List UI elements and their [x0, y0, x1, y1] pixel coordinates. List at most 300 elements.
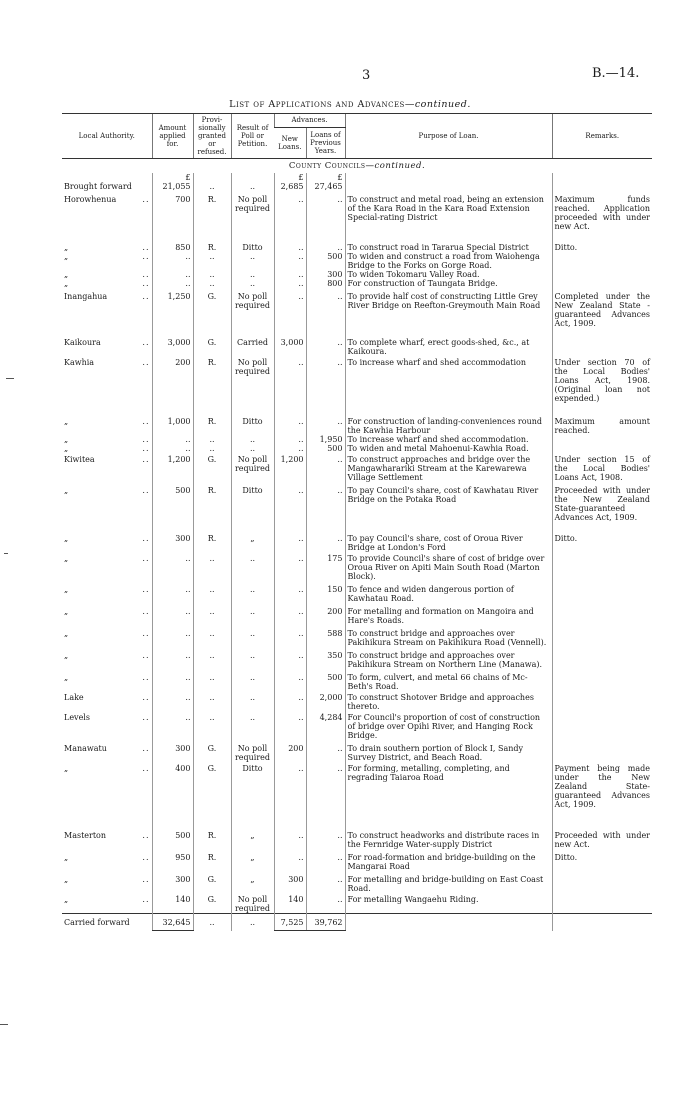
- cell-authority: [62, 482, 152, 522]
- cell-remarks: Ditto.: [552, 231, 652, 252]
- cell-remarks: [552, 252, 652, 270]
- cell-remarks: [552, 625, 652, 647]
- cell-provisionally-granted: ..: [193, 603, 231, 625]
- margin-mark: [0, 1024, 8, 1025]
- cell-new-loans: ..: [274, 691, 306, 711]
- cell-provisionally-granted: G.: [193, 740, 231, 762]
- authority-name: Kiwitea: [64, 455, 95, 464]
- cell-amount-applied: ..: [152, 669, 193, 691]
- cell-purpose: To provide Council's share of cost of bridge over Oroua River on Apiti Main South Road (Marton Block).: [345, 552, 552, 581]
- total-label: Carried forward: [62, 914, 152, 931]
- cell-previous-loans: 500: [306, 252, 345, 270]
- cell-purpose: To construct headworks and distribute races in the Fernridge Water-supply District: [345, 809, 552, 849]
- cell-remarks: [552, 270, 652, 279]
- cell-provisionally-granted: G.: [193, 893, 231, 914]
- cell-new-loans: ..: [274, 711, 306, 740]
- cell-new-loans: 140: [274, 893, 306, 914]
- cell-provisionally-granted: R.: [193, 403, 231, 435]
- table-row: [62, 482, 652, 522]
- cell-authority: [62, 871, 152, 893]
- cell-amount-applied: 200: [152, 356, 193, 403]
- cell-authority: [62, 328, 152, 356]
- authority-name: „: [64, 444, 69, 453]
- cell-remarks: [552, 711, 652, 740]
- leader-dots: ..: [142, 252, 150, 261]
- cell-poll-result: „: [231, 522, 274, 552]
- authority-name: Lake: [64, 693, 84, 702]
- leader-dots: ..: [142, 607, 150, 616]
- cell-previous-loans: 2,000: [306, 691, 345, 711]
- cell-previous-loans: 1,950: [306, 435, 345, 444]
- table-row: [62, 669, 652, 691]
- cell-remarks: [552, 647, 652, 669]
- cell-poll-result: ..: [231, 691, 274, 711]
- cell-provisionally-granted: G.: [193, 453, 231, 482]
- table-row: [62, 691, 652, 711]
- leader-dots: ..: [142, 358, 150, 367]
- cell-authority: [62, 603, 152, 625]
- cell-amount-applied: 400: [152, 762, 193, 809]
- cell-remarks: [552, 740, 652, 762]
- cell-new-loans: ..: [274, 647, 306, 669]
- cell-remarks: [552, 444, 652, 453]
- cell-poll-result: No poll required: [231, 356, 274, 403]
- cell-remarks: [552, 581, 652, 603]
- currency-symbol: £: [274, 173, 306, 182]
- leader-dots: ..: [142, 554, 150, 563]
- cell-purpose: To pay Council's share, cost of Kawhatau River Bridge on the Potaka Road: [345, 482, 552, 522]
- cell-authority: [62, 252, 152, 270]
- table-row: [62, 522, 652, 552]
- header-amount-applied: Amount applied for.: [152, 114, 193, 159]
- cell-provisionally-granted: ..: [193, 691, 231, 711]
- authority-name: „: [64, 895, 69, 904]
- currency-symbol: £: [306, 173, 345, 182]
- table-row: [62, 279, 652, 288]
- cell-amount-applied: 500: [152, 482, 193, 522]
- cell-previous-loans: ..: [306, 191, 345, 231]
- table-row: [62, 270, 652, 279]
- header-new-loans: New Loans.: [274, 127, 306, 158]
- leader-dots: ..: [142, 270, 150, 279]
- cell-provisionally-granted: G.: [193, 762, 231, 809]
- cell-provisionally-granted: R.: [193, 191, 231, 231]
- cell-amount-applied: ..: [152, 711, 193, 740]
- cell-authority: [62, 231, 152, 252]
- cell-provisionally-granted: R.: [193, 356, 231, 403]
- cell-new-loans: ..: [274, 435, 306, 444]
- cell-amount-applied: 300: [152, 522, 193, 552]
- cell-provisionally-granted: ..: [193, 435, 231, 444]
- cell-poll-result: Carried: [231, 328, 274, 356]
- authority-name: „: [64, 417, 69, 426]
- table-row: [62, 328, 652, 356]
- cell-previous-loans: 175: [306, 552, 345, 581]
- cell-provisionally-granted: ..: [193, 552, 231, 581]
- cell-previous-loans: ..: [306, 453, 345, 482]
- cell-purpose: To increase wharf and shed accommodation: [345, 356, 552, 403]
- leader-dots: ..: [142, 417, 150, 426]
- cell-remarks: [552, 603, 652, 625]
- cell-authority: [62, 740, 152, 762]
- cell-amount-applied: ..: [152, 603, 193, 625]
- table-title-suffix: —continued.: [404, 99, 471, 110]
- cell-remarks: Ditto.: [552, 522, 652, 552]
- cell-poll-result: No poll required: [231, 191, 274, 231]
- cell-poll-result: No poll required: [231, 740, 274, 762]
- cell-amount-applied: 1,200: [152, 453, 193, 482]
- leader-dots: ..: [142, 243, 150, 252]
- table-row: [62, 849, 652, 871]
- cell-poll-result: ..: [231, 552, 274, 581]
- cell-provisionally-granted: R.: [193, 809, 231, 849]
- cell-new-loans: ..: [274, 762, 306, 809]
- cell-new-loans: ..: [274, 252, 306, 270]
- leader-dots: ..: [142, 455, 150, 464]
- cell-purpose: To widen Tokomaru Valley Road.: [345, 270, 552, 279]
- cell-amount-applied: ..: [152, 552, 193, 581]
- cell-remarks: [552, 435, 652, 444]
- cell-authority: [62, 849, 152, 871]
- cell-amount-applied: 300: [152, 740, 193, 762]
- cell-provisionally-granted: ..: [193, 279, 231, 288]
- cell-poll-result: „: [231, 809, 274, 849]
- cell-previous-loans: 588: [306, 625, 345, 647]
- cell-previous-loans: 200: [306, 603, 345, 625]
- cell-new-loans: ..: [274, 625, 306, 647]
- cell-purpose: For construction of Taungata Bridge.: [345, 279, 552, 288]
- cell-amount-applied: 850: [152, 231, 193, 252]
- authority-name: „: [64, 435, 69, 444]
- cell-authority: [62, 288, 152, 328]
- cell-provisionally-granted: R.: [193, 522, 231, 552]
- table-row: [62, 552, 652, 581]
- cell-provisionally-granted: R.: [193, 231, 231, 252]
- leader-dots: ..: [142, 895, 150, 904]
- cell-new-loans: ..: [274, 809, 306, 849]
- cell-provisionally-granted: ..: [193, 669, 231, 691]
- cell-authority: [62, 522, 152, 552]
- leader-dots: ..: [142, 338, 150, 347]
- cell-previous-loans: 500: [306, 444, 345, 453]
- table-row: [62, 625, 652, 647]
- cell-remarks: Proceeded with under new Act.: [552, 809, 652, 849]
- cell-purpose: To fence and widen dangerous portion of Kawhatau Road.: [345, 581, 552, 603]
- cell-purpose: To widen and construct a road from Waiohenga Bridge to the Forks on Gorge Road.: [345, 252, 552, 270]
- cell-remarks: Proceeded with under the New Zealand State-guaranteed Advances Act, 1909.: [552, 482, 652, 522]
- cell-previous-loans: ..: [306, 740, 345, 762]
- table-row: [62, 231, 652, 252]
- leader-dots: ..: [142, 195, 150, 204]
- authority-name: „: [64, 764, 69, 773]
- cell-amount-applied: 700: [152, 191, 193, 231]
- cell-previous-loans: ..: [306, 288, 345, 328]
- cell-amount-applied: 21,055: [152, 182, 193, 191]
- document-reference: B.—14.: [592, 66, 640, 81]
- cell-previous-loans: ..: [306, 522, 345, 552]
- authority-name: „: [64, 279, 69, 288]
- cell-poll-result: No poll required: [231, 453, 274, 482]
- leader-dots: ..: [142, 435, 150, 444]
- cell-previous-loans: 27,465: [306, 182, 345, 191]
- cell-new-loans: ..: [274, 444, 306, 453]
- leader-dots: ..: [142, 486, 150, 495]
- table-row: [62, 191, 652, 231]
- cell-poll-result: „: [231, 849, 274, 871]
- cell-amount-applied: 140: [152, 893, 193, 914]
- cell-purpose: [345, 182, 552, 191]
- header-advances: Advances.: [274, 114, 345, 128]
- leader-dots: ..: [142, 534, 150, 543]
- authority-name: Inangahua: [64, 292, 108, 301]
- cell-poll-result: ..: [231, 711, 274, 740]
- cell-new-loans: ..: [274, 552, 306, 581]
- cell-new-loans: ..: [274, 669, 306, 691]
- total-granted: ..: [193, 914, 231, 931]
- cell-remarks: [552, 182, 652, 191]
- cell-poll-result: Ditto: [231, 231, 274, 252]
- cell-amount-applied: 500: [152, 809, 193, 849]
- table-row: [62, 182, 652, 191]
- section-name: County Councils: [288, 161, 366, 171]
- cell-new-loans: ..: [274, 603, 306, 625]
- cell-amount-applied: ..: [152, 252, 193, 270]
- table-row: [62, 444, 652, 453]
- cell-new-loans: ..: [274, 356, 306, 403]
- cell-purpose: To increase wharf and shed accommodation.: [345, 435, 552, 444]
- applications-table: [62, 113, 652, 931]
- cell-provisionally-granted: ..: [193, 581, 231, 603]
- cell-remarks: [552, 871, 652, 893]
- cell-purpose: For road-formation and bridge-building on the Mangarai Road: [345, 849, 552, 871]
- cell-authority: [62, 647, 152, 669]
- cell-new-loans: ..: [274, 581, 306, 603]
- cell-purpose: To drain southern portion of Block I, Sandy Survey District, and Beach Road.: [345, 740, 552, 762]
- authority-name: „: [64, 607, 69, 616]
- authority-name: Levels: [64, 713, 90, 722]
- leader-dots: ..: [142, 673, 150, 682]
- currency-row: [62, 173, 652, 182]
- cell-previous-loans: 500: [306, 669, 345, 691]
- cell-amount-applied: ..: [152, 444, 193, 453]
- leader-dots: ..: [142, 875, 150, 884]
- table-row: [62, 453, 652, 482]
- cell-previous-loans: 4,284: [306, 711, 345, 740]
- cell-authority: [62, 182, 152, 191]
- cell-authority: [62, 403, 152, 435]
- cell-amount-applied: ..: [152, 270, 193, 279]
- cell-authority: [62, 191, 152, 231]
- section-heading: [62, 159, 652, 174]
- cell-poll-result: ..: [231, 625, 274, 647]
- authority-name: Manawatu: [64, 744, 107, 753]
- cell-authority: [62, 669, 152, 691]
- authority-name: Horowhenua: [64, 195, 117, 204]
- cell-new-loans: 300: [274, 871, 306, 893]
- section-suffix: —continued.: [365, 161, 426, 171]
- leader-dots: ..: [142, 585, 150, 594]
- leader-dots: ..: [142, 713, 150, 722]
- cell-poll-result: ..: [231, 270, 274, 279]
- cell-new-loans: ..: [274, 482, 306, 522]
- cell-provisionally-granted: ..: [193, 252, 231, 270]
- cell-provisionally-granted: G.: [193, 288, 231, 328]
- cell-remarks: [552, 279, 652, 288]
- cell-poll-result: ..: [231, 279, 274, 288]
- leader-dots: ..: [142, 764, 150, 773]
- cell-provisionally-granted: ..: [193, 711, 231, 740]
- cell-new-loans: 1,200: [274, 453, 306, 482]
- cell-amount-applied: ..: [152, 625, 193, 647]
- cell-authority: [62, 581, 152, 603]
- cell-purpose: To construct bridge and approaches over Pakihikura Stream on Northern Line (Manawa).: [345, 647, 552, 669]
- leader-dots: ..: [142, 651, 150, 660]
- authority-name: Masterton: [64, 831, 107, 840]
- cell-amount-applied: 950: [152, 849, 193, 871]
- authority-name: „: [64, 252, 69, 261]
- cell-remarks: [552, 552, 652, 581]
- cell-purpose: To complete wharf, erect goods-shed, &c., at Kaikoura.: [345, 328, 552, 356]
- header-remarks: Remarks.: [552, 114, 652, 159]
- cell-new-loans: ..: [274, 191, 306, 231]
- cell-remarks: Maximum amount reached.: [552, 403, 652, 435]
- cell-remarks: Completed under the New Zealand State - guaranteed Advances Act, 1909.: [552, 288, 652, 328]
- cell-authority: [62, 453, 152, 482]
- total-amount: 32,645: [152, 914, 193, 931]
- header-loans-previous: Loans of Previous Years.: [306, 127, 345, 158]
- cell-poll-result: ..: [231, 444, 274, 453]
- authority-name: „: [64, 629, 69, 638]
- table-row: [62, 252, 652, 270]
- cell-authority: [62, 444, 152, 453]
- cell-new-loans: ..: [274, 522, 306, 552]
- leader-dots: ..: [142, 744, 150, 753]
- cell-purpose: To provide half cost of constructing Little Grey River Bridge on Reefton-Greymouth Main Road: [345, 288, 552, 328]
- cell-amount-applied: 1,000: [152, 403, 193, 435]
- cell-amount-applied: ..: [152, 581, 193, 603]
- table-row: [62, 435, 652, 444]
- authority-name: „: [64, 651, 69, 660]
- cell-provisionally-granted: ..: [193, 182, 231, 191]
- cell-amount-applied: ..: [152, 647, 193, 669]
- header-purpose: Purpose of Loan.: [345, 114, 552, 159]
- cell-remarks: Under section 15 of the Local Bodies' Loans Act, 1908.: [552, 453, 652, 482]
- leader-dots: ..: [142, 831, 150, 840]
- cell-previous-loans: ..: [306, 328, 345, 356]
- cell-new-loans: ..: [274, 279, 306, 288]
- cell-poll-result: Ditto: [231, 762, 274, 809]
- margin-mark: [4, 553, 8, 554]
- cell-new-loans: ..: [274, 231, 306, 252]
- cell-remarks: [552, 328, 652, 356]
- table-row: [62, 893, 652, 914]
- currency-symbol: £: [152, 173, 193, 182]
- authority-name: „: [64, 673, 69, 682]
- cell-remarks: Ditto.: [552, 849, 652, 871]
- cell-provisionally-granted: G.: [193, 871, 231, 893]
- cell-amount-applied: ..: [152, 435, 193, 444]
- cell-authority: [62, 552, 152, 581]
- cell-amount-applied: 3,000: [152, 328, 193, 356]
- cell-remarks: Under section 70 of the Local Bodies' Loans Act, 1908. (Original loan not expended.): [552, 356, 652, 403]
- cell-poll-result: ..: [231, 182, 274, 191]
- cell-previous-loans: ..: [306, 482, 345, 522]
- cell-remarks: [552, 669, 652, 691]
- cell-poll-result: Ditto: [231, 403, 274, 435]
- table-title-main: List of Applications and Advances: [229, 99, 405, 110]
- table-row: [62, 403, 652, 435]
- cell-new-loans: ..: [274, 288, 306, 328]
- cell-provisionally-granted: ..: [193, 444, 231, 453]
- authority-name: „: [64, 534, 69, 543]
- cell-poll-result: ..: [231, 252, 274, 270]
- cell-authority: [62, 435, 152, 444]
- table-row: [62, 581, 652, 603]
- table-row: [62, 809, 652, 849]
- authority-name: „: [64, 585, 69, 594]
- cell-previous-loans: 350: [306, 647, 345, 669]
- cell-new-loans: 2,685: [274, 182, 306, 191]
- cell-purpose: For forming, metalling, completing, and regrading Taiaroa Road: [345, 762, 552, 809]
- cell-authority: [62, 356, 152, 403]
- cell-authority: [62, 711, 152, 740]
- leader-dots: ..: [142, 629, 150, 638]
- cell-previous-loans: ..: [306, 871, 345, 893]
- cell-authority: [62, 762, 152, 809]
- cell-previous-loans: 300: [306, 270, 345, 279]
- cell-provisionally-granted: ..: [193, 625, 231, 647]
- cell-amount-applied: 300: [152, 871, 193, 893]
- cell-poll-result: ..: [231, 669, 274, 691]
- total-result: ..: [231, 914, 274, 931]
- cell-poll-result: No poll required: [231, 288, 274, 328]
- cell-new-loans: ..: [274, 403, 306, 435]
- cell-remarks: [552, 893, 652, 914]
- cell-amount-applied: 1,250: [152, 288, 193, 328]
- cell-provisionally-granted: R.: [193, 849, 231, 871]
- cell-previous-loans: ..: [306, 849, 345, 871]
- authority-name: „: [64, 875, 69, 884]
- cell-previous-loans: 800: [306, 279, 345, 288]
- cell-authority: [62, 893, 152, 914]
- cell-remarks: Maximum funds reached. Application proceeded with under new Act.: [552, 191, 652, 231]
- cell-poll-result: ..: [231, 603, 274, 625]
- cell-previous-loans: ..: [306, 809, 345, 849]
- table-row: [62, 647, 652, 669]
- cell-purpose: To widen and metal Mahoenui-Kawhia Road.: [345, 444, 552, 453]
- table-row: [62, 603, 652, 625]
- table-row: [62, 288, 652, 328]
- cell-amount-applied: ..: [152, 279, 193, 288]
- header-provisionally: Provi- sionally granted or refused.: [193, 114, 231, 159]
- header-local-authority: Local Authority.: [62, 114, 152, 159]
- cell-provisionally-granted: ..: [193, 270, 231, 279]
- cell-provisionally-granted: G.: [193, 328, 231, 356]
- cell-purpose: To construct Shotover Bridge and approaches thereto.: [345, 691, 552, 711]
- cell-poll-result: ..: [231, 581, 274, 603]
- cell-previous-loans: ..: [306, 356, 345, 403]
- cell-authority: [62, 809, 152, 849]
- total-previous-loans: 39,762: [306, 914, 345, 931]
- authority-name: „: [64, 243, 69, 252]
- table-title: [0, 99, 700, 110]
- cell-purpose: To construct bridge and approaches over Pakihikura Stream on Pakihikura Road (Vennell).: [345, 625, 552, 647]
- cell-remarks: Payment being made under the New Zealand State-guaranteed Advances Act, 1909.: [552, 762, 652, 809]
- authority-name: Brought forward: [64, 182, 132, 191]
- authority-name: Kaikoura: [64, 338, 101, 347]
- table-row: [62, 762, 652, 809]
- cell-purpose: To construct approaches and bridge over the Mangawharariki Stream at the Karewarewa Village Settlement: [345, 453, 552, 482]
